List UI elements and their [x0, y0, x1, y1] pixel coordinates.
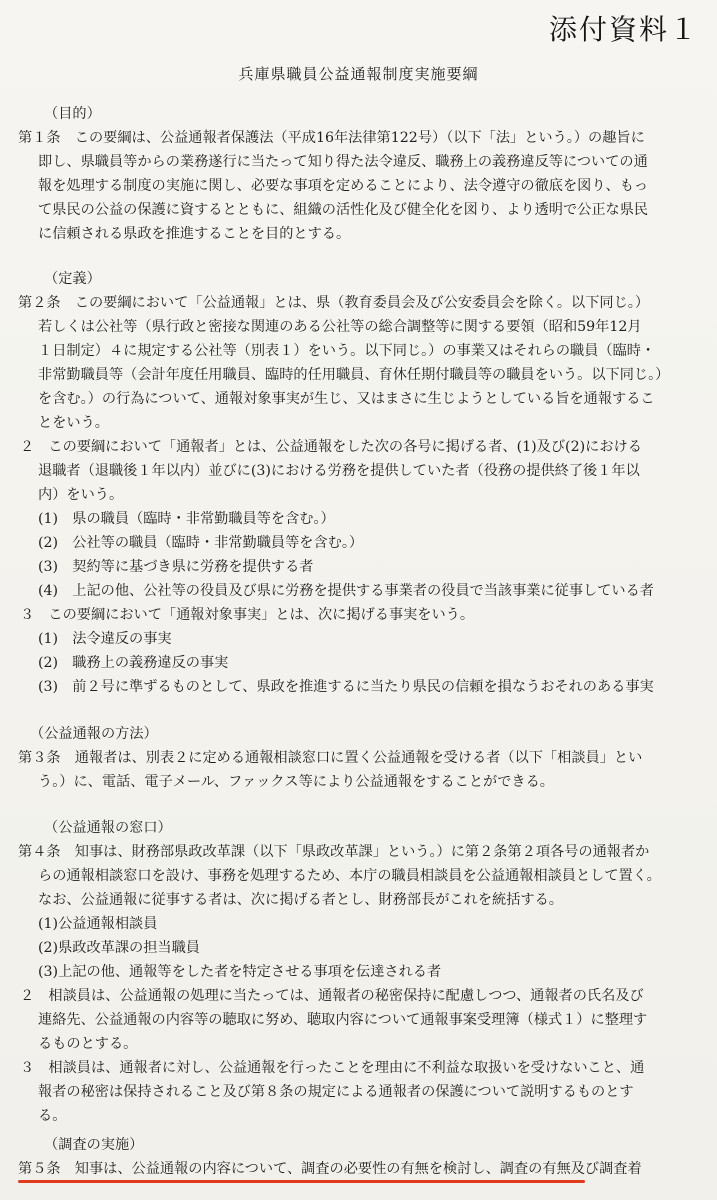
attachment-label: 添付資料１ [548, 13, 699, 46]
article-3-line-1: 第３条 通報者は、別表２に定める通報相談窓口に置く公益通報を受ける者（以下「相談員」とい [18, 750, 643, 766]
article-4-para-3-line-3: る。 [38, 1108, 67, 1124]
article-4-para-2-line-1: ２ 相談員は、公益通報の処理に当たっては、通報者の秘密保持に配慮しつつ、通報者の氏名及び [20, 988, 644, 1004]
article-2-line-4: 非常勤職員等（会計年度任用職員、臨時的任用職員、育休任期付職員等の職員をいう。以下同じ。） [38, 367, 670, 383]
article-2-line-6: とをいう。 [38, 415, 109, 431]
section-heading-window: （公益通報の窓口） [44, 820, 172, 836]
article-1-line-4: て県民の公益の保護に資するとともに、組織の活性化及び健全化を図り、より透明で公正な県民 [38, 202, 649, 218]
article-2-item-3: (3) 契約等に基づき県に労務を提供する者 [38, 559, 314, 575]
article-4-line-2: らの通報相談窓口を設け、事務を処理するため、本庁の職員相談員を公益通報相談員として置く。 [38, 868, 661, 884]
article-4-para-2-line-3: るものとする。 [38, 1036, 138, 1052]
article-3-line-2: う。）に、電話、電子メール、ファックス等により公益通報をすることができる。 [38, 774, 554, 790]
article-1-line-5: に信頼される県政を推進することを目的とする。 [38, 226, 351, 242]
article-4-para-3-line-1: ３ 相談員は、通報者に対し、公益通報を行ったことを理由に不利益な取扱いを受けないこと、通 [20, 1060, 645, 1076]
article-2-para-3-item-3: (3) 前２号に準ずるものとして、県政を推進するに当たり県民の信頼を損なうおそれのある事実 [38, 679, 654, 695]
article-1-line-1: 第１条 この要綱は、公益通報者保護法（平成16年法律第122号）（以下「法」という。）の趣旨に [18, 130, 645, 146]
article-2-line-3: １日制定）４に規定する公社等（別表１）をいう。以下同じ。）の事業又はそれらの職員（臨時・ [38, 343, 656, 359]
article-2-para-2-line-3: 内）をいう。 [38, 487, 124, 503]
article-5-line-1: 第５条 知事は、公益通報の内容について、調査の必要性の有無を検討し、調査の有無及び調査着 [18, 1161, 642, 1177]
red-highlight-underline [18, 1180, 585, 1183]
article-2-para-3: ３ この要綱において「通報対象事実」とは、次に掲げる事実をいう。 [20, 607, 475, 623]
article-2-item-4: (4) 上記の他、公社等の役員及び県に労務を提供する事業者の役員で当該事業に従事している者 [38, 583, 654, 599]
article-4-item-2: (2)県政改革課の担当職員 [38, 940, 200, 956]
article-1-line-3: 報を処理する制度の実施に関し、必要な事項を定めることにより、法令遵守の徹底を図り、もっ [38, 178, 649, 194]
section-heading-definitions: （定義） [44, 271, 101, 287]
article-2-line-5: を含む。）の行為について、通報対象事実が生じ、又はまさに生じようとしている旨を通報するこ [38, 391, 655, 407]
document-title: 兵庫県職員公益通報制度実施要綱 [238, 65, 479, 83]
article-2-para-3-item-1: (1) 法令違反の事実 [38, 631, 172, 647]
section-heading-purpose: （目的） [44, 106, 101, 122]
article-4-line-1: 第４条 知事は、財務部県政改革課（以下「県政改革課」という。）に第２条第２項各号の通報者か [18, 844, 650, 860]
article-2-para-3-item-2: (2) 職務上の義務違反の事実 [38, 655, 229, 671]
article-2-item-1: (1) 県の職員（臨時・非常勤職員等を含む。） [38, 511, 335, 527]
article-2-para-2-line-2: 退職者（退職後１年以内）並びに(3)における労務を提供していた者（役務の提供終了後１年以 [38, 463, 640, 479]
article-2-item-2: (2) 公社等の職員（臨時・非常勤職員等を含む。） [38, 535, 364, 551]
article-4-item-3: (3)上記の他、通報等をした者を特定させる事項を伝達される者 [38, 964, 442, 980]
article-4-para-2-line-2: 連絡先、公益通報の内容等の聴取に努め、聴取内容について通報事案受理簿（様式１）に整理す [38, 1012, 648, 1028]
article-1-line-2: 即し、県職員等からの業務遂行に当たって知り得た法令違反、職務上の義務違反等についての通 [38, 154, 648, 170]
section-heading-method: （公益通報の方法） [30, 726, 158, 742]
section-heading-investigation: （調査の実施） [44, 1137, 144, 1153]
article-4-line-3: なお、公益通報に従事する者は、次に掲げる者とし、財務部長がこれを統括する。 [38, 892, 563, 908]
article-4-item-1: (1)公益通報相談員 [38, 916, 158, 932]
article-2-para-2-line-1: ２ この要綱において「通報者」とは、公益通報をした次の各号に掲げる者、(1)及び(2)における [20, 439, 642, 455]
article-2-line-2: 若しくは公社等（県行政と密接な関連のある公社等の総合調整等に関する要領（昭和59年12月 [38, 319, 642, 335]
article-4-para-3-line-2: 報者の秘密は保持されること及び第８条の規定による通報者の保護について説明するものとす [38, 1084, 634, 1100]
article-2-line-1: 第２条 この要綱において「公益通報」とは、県（教育委員会及び公安委員会を除く。以下同じ。） [18, 295, 650, 311]
